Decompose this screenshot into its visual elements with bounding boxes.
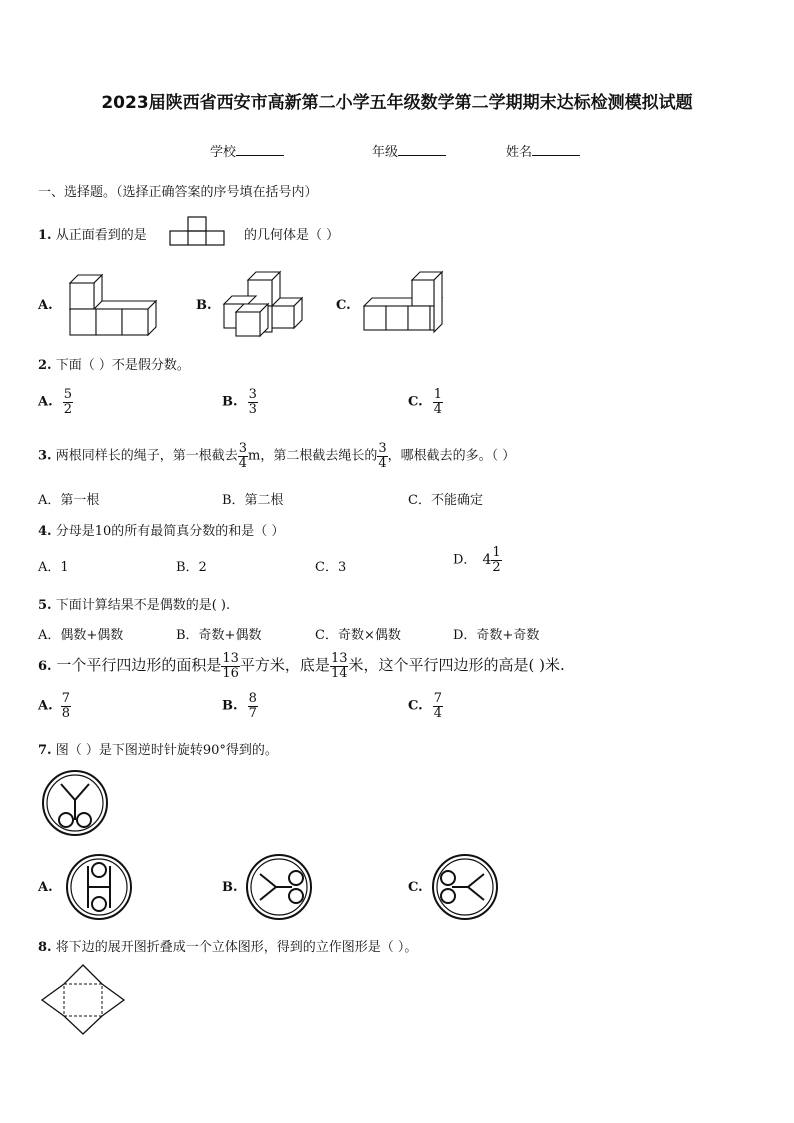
question-2 bbox=[38, 354, 190, 373]
question-5 bbox=[38, 594, 230, 613]
q6-text-3: 米，这个平行四边形的高是( )米. bbox=[348, 656, 565, 675]
question-8 bbox=[38, 936, 417, 955]
q5-option-d[interactable]: D．奇数+奇数 bbox=[453, 628, 540, 643]
numerator: 1 bbox=[492, 545, 501, 560]
q1-option-b-label[interactable]: B. bbox=[196, 298, 212, 313]
q3-text-2: m，第二根截去绳长的 bbox=[248, 448, 378, 464]
numerator: 8 bbox=[248, 691, 257, 706]
numerator: 3 bbox=[378, 441, 387, 456]
question-7 bbox=[38, 739, 278, 758]
q5-number: 5. bbox=[38, 598, 52, 613]
numerator: 13 bbox=[222, 651, 239, 666]
q1-front-view-figure bbox=[170, 217, 226, 247]
q1-option-c-figure bbox=[364, 272, 444, 334]
denominator: 4 bbox=[433, 401, 443, 417]
q4-option-d[interactable] bbox=[453, 546, 502, 574]
q1-option-c-label[interactable]: C. bbox=[336, 298, 351, 313]
school-blank[interactable] bbox=[236, 143, 284, 156]
q4-option-d-fraction bbox=[491, 546, 501, 574]
q4-option-d-label: D． bbox=[453, 552, 477, 568]
q6-number: 6. bbox=[38, 659, 52, 675]
question-3 bbox=[38, 442, 515, 470]
name-field bbox=[506, 141, 580, 160]
q8-net-figure bbox=[40, 964, 126, 1036]
grade-field bbox=[372, 141, 446, 160]
q7-original-figure bbox=[42, 770, 108, 836]
numerator: 1 bbox=[433, 387, 443, 402]
question-4 bbox=[38, 520, 284, 539]
numerator: 7 bbox=[61, 691, 71, 706]
numerator: 7 bbox=[433, 691, 443, 706]
q6-fraction-1 bbox=[221, 652, 240, 680]
q2-option-c-fraction bbox=[433, 388, 443, 416]
q2-option-b-label: B. bbox=[222, 394, 238, 410]
q5-option-a[interactable]: A．偶数+偶数 bbox=[38, 628, 124, 643]
q7-number: 7. bbox=[38, 743, 52, 758]
q4-option-d-whole: 4 bbox=[482, 551, 492, 568]
q6-option-c[interactable] bbox=[408, 692, 443, 720]
q1-option-a-figure bbox=[70, 275, 162, 337]
q6-text-2: 平方米，底是 bbox=[239, 656, 330, 675]
q4-option-c[interactable]: C．3 bbox=[315, 560, 347, 575]
q6-option-c-fraction bbox=[433, 692, 443, 720]
q2-option-c-label: C. bbox=[408, 394, 423, 410]
denominator: 4 bbox=[378, 455, 387, 471]
grade-blank[interactable] bbox=[398, 143, 446, 156]
q2-option-c[interactable] bbox=[408, 388, 443, 416]
q5-option-b[interactable]: B．奇数+偶数 bbox=[176, 628, 262, 643]
q6-option-a-fraction bbox=[61, 692, 71, 720]
question-1 bbox=[38, 224, 147, 243]
denominator: 2 bbox=[492, 559, 501, 575]
q3-option-c[interactable]: C．不能确定 bbox=[408, 493, 483, 508]
name-blank[interactable] bbox=[532, 143, 580, 156]
q6-option-b-label: B. bbox=[222, 698, 238, 714]
q1-option-a-label[interactable]: A. bbox=[38, 298, 53, 313]
q1-option-b-figure bbox=[224, 272, 304, 338]
q2-option-a[interactable] bbox=[38, 388, 73, 416]
q2-option-a-fraction bbox=[63, 388, 73, 416]
q4-option-a[interactable]: A．1 bbox=[38, 560, 69, 575]
numerator: 5 bbox=[63, 387, 73, 402]
q2-option-a-label: A. bbox=[38, 394, 53, 410]
q7-option-b-figure bbox=[246, 854, 312, 920]
q2-option-b[interactable] bbox=[222, 388, 258, 416]
numerator: 3 bbox=[248, 387, 257, 402]
q1-number: 1. bbox=[38, 228, 52, 243]
q1-text-a: 从正面看到的是 bbox=[55, 228, 147, 243]
q8-number: 8. bbox=[38, 940, 52, 955]
q1-text-b: 的几何体是（ ） bbox=[244, 228, 340, 243]
q2-option-b-fraction bbox=[248, 388, 258, 416]
q3-option-a[interactable]: A．第一根 bbox=[38, 493, 100, 508]
q3-option-b[interactable]: B．第二根 bbox=[222, 493, 284, 508]
denominator: 16 bbox=[222, 665, 239, 681]
page-title: 2023届陕西省西安市高新第二小学五年级数学第二学期期末达标检测模拟试题 bbox=[101, 93, 693, 113]
q7-option-a-label[interactable]: A. bbox=[38, 880, 53, 895]
numerator: 13 bbox=[330, 651, 348, 666]
school-field bbox=[210, 141, 284, 160]
q7-option-b-label[interactable]: B. bbox=[222, 880, 238, 895]
q6-option-b[interactable] bbox=[222, 692, 258, 720]
school-label: 学校 bbox=[210, 145, 237, 160]
q6-fraction-2 bbox=[330, 652, 349, 680]
section-heading: 一、选择题。（选择正确答案的序号填在括号内） bbox=[38, 185, 318, 200]
q3-number: 3. bbox=[38, 448, 52, 464]
q7-option-a-figure bbox=[66, 854, 132, 920]
numerator: 3 bbox=[238, 441, 248, 456]
denominator: 4 bbox=[433, 705, 443, 721]
denominator: 8 bbox=[61, 705, 71, 721]
q4-option-b[interactable]: B．2 bbox=[176, 560, 207, 575]
q7-option-c-label[interactable]: C. bbox=[408, 880, 423, 895]
q3-text-1: 两根同样长的绳子，第一根截去 bbox=[55, 448, 238, 464]
q2-number: 2. bbox=[38, 358, 52, 373]
q4-number: 4. bbox=[38, 524, 52, 539]
q7-option-c-figure bbox=[432, 854, 498, 920]
q3-text-3: ，哪根截去的多。（ ） bbox=[387, 448, 516, 464]
question-6 bbox=[38, 652, 565, 680]
q2-text: 下面（ ）不是假分数。 bbox=[55, 358, 190, 373]
denominator: 14 bbox=[330, 665, 348, 681]
q5-text: 下面计算结果不是偶数的是( ). bbox=[55, 598, 231, 613]
q7-text: 图（ ）是下图逆时针旋转90°得到的。 bbox=[55, 743, 278, 758]
q6-option-b-fraction bbox=[248, 692, 258, 720]
q3-fraction-1 bbox=[238, 442, 248, 470]
q5-option-c[interactable]: C．奇数×偶数 bbox=[315, 628, 401, 643]
denominator: 2 bbox=[63, 401, 73, 417]
q3-fraction-2 bbox=[377, 442, 387, 470]
denominator: 3 bbox=[248, 401, 257, 417]
grade-label: 年级 bbox=[372, 145, 399, 160]
q6-text-1: 一个平行四边形的面积是 bbox=[56, 656, 222, 675]
denominator: 7 bbox=[248, 705, 257, 721]
q4-text: 分母是10的所有最简真分数的和是（ ） bbox=[55, 524, 285, 539]
q6-option-a-label: A. bbox=[38, 698, 53, 714]
denominator: 4 bbox=[238, 455, 248, 471]
q6-option-c-label: C. bbox=[408, 698, 423, 714]
q8-text: 将下边的展开图折叠成一个立体图形，得到的立作图形是（ ）。 bbox=[55, 940, 418, 955]
name-label: 姓名 bbox=[506, 145, 533, 160]
q6-option-a[interactable] bbox=[38, 692, 71, 720]
